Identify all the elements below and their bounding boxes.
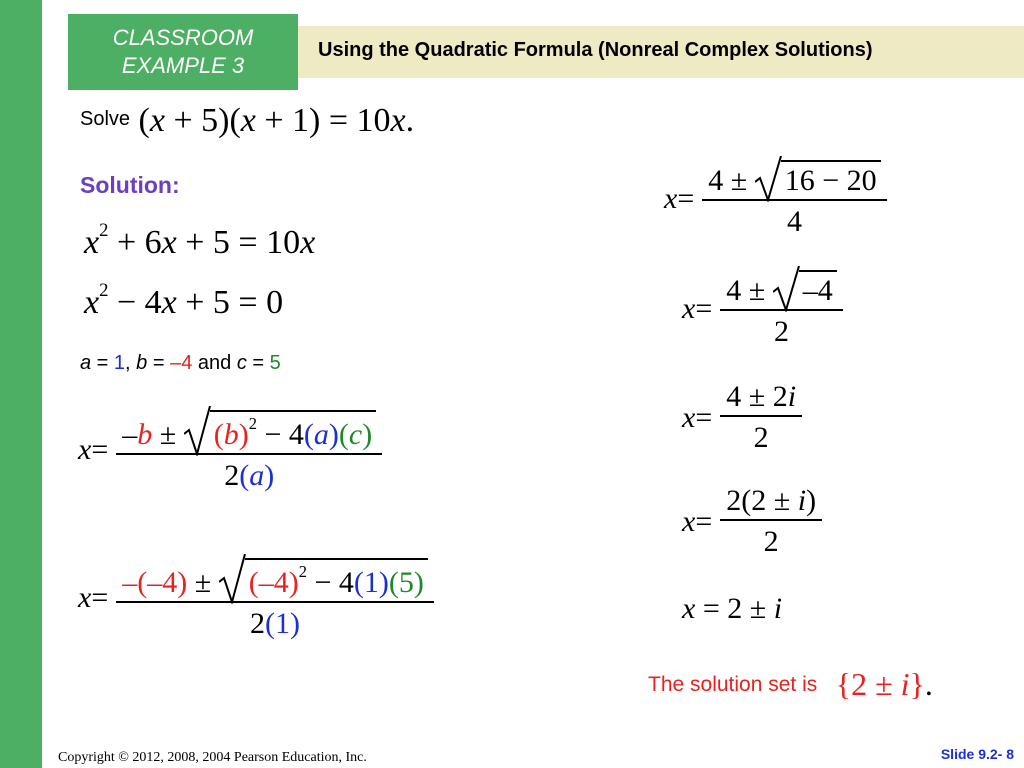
step-1 xyxy=(664,160,887,237)
problem-statement xyxy=(80,104,414,138)
formula-neg: – xyxy=(122,417,138,451)
formula-c: c xyxy=(348,417,363,451)
step-2-radicand: –4 xyxy=(799,270,837,306)
formula-eq: = xyxy=(91,433,109,467)
eq-exponent: 2 xyxy=(99,280,109,301)
step-part: 4 ± 2 xyxy=(726,380,788,413)
step-1-radicand: 16 − 20 xyxy=(781,160,881,196)
equation-expanded xyxy=(84,222,315,260)
sub-b: (–4) xyxy=(248,565,299,599)
sub-exponent: 2 xyxy=(298,562,307,581)
step-4-denominator: 2 xyxy=(720,519,822,557)
step-2-radical xyxy=(773,270,837,306)
solution-set-label: The solution set is xyxy=(648,673,818,696)
badge-line2: EXAMPLE 3 xyxy=(121,53,245,78)
substituted-fraction xyxy=(116,558,434,639)
step-var: x xyxy=(682,400,696,434)
sub-a: (1) xyxy=(265,606,301,640)
coef-eq: = xyxy=(246,352,270,374)
step-eq: = xyxy=(695,291,713,325)
step-3-denominator: 2 xyxy=(720,415,802,453)
radical-sign-icon xyxy=(755,156,783,202)
coef-a-label: a xyxy=(80,352,92,374)
step-1-radical xyxy=(755,160,881,196)
formula-part: − 4 xyxy=(256,417,304,451)
formula-part: ) xyxy=(238,417,249,451)
solution-set-value xyxy=(836,666,933,702)
step-2 xyxy=(682,270,843,347)
formula-fraction xyxy=(116,410,382,491)
step-eq: = xyxy=(695,400,713,434)
sub-radical xyxy=(219,558,428,598)
badge-line1: CLASSROOM xyxy=(112,25,254,50)
step-4-numerator xyxy=(720,486,822,519)
substituted-formula xyxy=(78,558,434,639)
sub-part: − 4 xyxy=(306,565,354,599)
formula-part: 2 xyxy=(224,458,240,492)
formula-part: ( xyxy=(338,417,349,451)
slide-number: Slide 9.2- 8 xyxy=(940,746,1014,762)
problem-part: + 1) = 10 xyxy=(255,102,391,139)
step-var: x xyxy=(682,291,696,325)
formula-part: ) xyxy=(328,417,339,451)
formula-a: a xyxy=(313,417,329,451)
step-eq: = xyxy=(695,504,713,538)
eq-var: x xyxy=(161,223,177,261)
sub-part: 2 xyxy=(250,606,266,640)
formula-var: x xyxy=(78,433,92,467)
slide-title: Using the Quadratic Formula (Nonreal Complex Solutions) xyxy=(318,39,873,61)
step-imaginary: i xyxy=(773,592,783,625)
step-5 xyxy=(682,594,782,624)
substituted-numerator xyxy=(116,558,434,601)
step-3-fraction xyxy=(720,382,802,453)
step-var: x xyxy=(682,592,696,625)
eq-exponent: 2 xyxy=(99,220,109,241)
step-1-numerator xyxy=(702,160,886,199)
coef-eq: = xyxy=(147,352,171,374)
solution-set xyxy=(648,668,933,700)
formula-exponent: 2 xyxy=(248,414,257,433)
step-part: ) xyxy=(806,484,817,517)
sub-neg-b: –(–4) xyxy=(122,565,188,599)
formula-part: ) xyxy=(264,458,275,492)
coef-a-value: 1 xyxy=(113,352,126,374)
sub-pm: ± xyxy=(187,565,219,599)
coefficients-line xyxy=(80,352,281,375)
formula-part: ( xyxy=(213,417,224,451)
coef-sep: , xyxy=(125,352,137,374)
copyright-footer: Copyright © 2012, 2008, 2004 Pearson Education, Inc. xyxy=(58,750,367,765)
step-part: 4 ± xyxy=(708,164,755,197)
eq-var: x xyxy=(84,223,100,261)
coef-c-label: c xyxy=(236,352,247,374)
formula-denominator xyxy=(116,453,382,491)
problem-var: x xyxy=(240,102,256,139)
solve-label: Solve xyxy=(80,108,131,130)
radical-sign-icon xyxy=(184,406,212,456)
step-2-fraction xyxy=(720,270,842,347)
equation-standard-form xyxy=(84,282,283,320)
problem-part: ( xyxy=(138,102,150,139)
eq-part: + 5 = 0 xyxy=(176,283,284,321)
step-imaginary: i xyxy=(797,484,807,517)
formula-eq: = xyxy=(91,581,109,615)
step-2-denominator: 2 xyxy=(720,309,842,347)
formula-b: b xyxy=(223,417,239,451)
step-1-denominator: 4 xyxy=(702,199,886,237)
set-imaginary: i xyxy=(900,666,910,702)
problem-var: x xyxy=(390,102,406,139)
formula-a: a xyxy=(249,458,265,492)
set-brace: } xyxy=(909,666,925,702)
classroom-example-badge xyxy=(68,14,298,90)
step-part: = 2 ± xyxy=(695,592,774,625)
radical-sign-icon xyxy=(219,554,247,604)
substituted-denominator xyxy=(116,601,434,639)
step-part: 2(2 ± xyxy=(726,484,798,517)
step-var: x xyxy=(682,504,696,538)
set-brace: { xyxy=(835,666,852,702)
formula-var: x xyxy=(78,581,92,615)
formula-part: ( xyxy=(303,417,314,451)
coef-and: and xyxy=(192,352,237,374)
formula-part: ) xyxy=(362,417,373,451)
problem-var: x xyxy=(149,102,165,139)
coef-b-label: b xyxy=(136,352,148,374)
step-4 xyxy=(682,486,822,557)
formula-part: ( xyxy=(239,458,250,492)
step-4-fraction xyxy=(720,486,822,557)
step-1-fraction xyxy=(702,160,886,237)
problem-part: + 5)( xyxy=(164,102,241,139)
step-imaginary: i xyxy=(787,380,797,413)
eq-part: + 5 = 10 xyxy=(176,223,301,261)
problem-part: . xyxy=(405,102,415,139)
step-3-numerator xyxy=(720,382,802,415)
formula-radical xyxy=(184,410,377,450)
eq-part: + 6 xyxy=(108,223,162,261)
eq-var: x xyxy=(84,283,100,321)
coef-c-value: 5 xyxy=(269,352,281,374)
formula-pm: ± xyxy=(152,417,184,451)
radical-sign-icon xyxy=(773,266,801,312)
step-2-numerator xyxy=(720,270,842,309)
sub-c: (5) xyxy=(388,565,424,599)
set-period: . xyxy=(924,666,933,702)
formula-numerator xyxy=(116,410,382,453)
coef-eq: = xyxy=(91,352,114,374)
step-part: 4 ± xyxy=(726,274,773,307)
set-value: 2 ± xyxy=(851,666,901,702)
quadratic-formula xyxy=(78,410,382,491)
coef-b-value: –4 xyxy=(170,352,193,374)
solution-label: Solution: xyxy=(80,172,180,198)
eq-var: x xyxy=(300,223,316,261)
sub-a: (1) xyxy=(353,565,389,599)
eq-var: x xyxy=(161,283,177,321)
step-eq: = xyxy=(677,181,695,215)
step-var: x xyxy=(664,181,678,215)
step-3 xyxy=(682,382,802,453)
formula-b: b xyxy=(137,417,153,451)
eq-part: − 4 xyxy=(108,283,162,321)
left-sidebar-bar xyxy=(0,0,42,768)
